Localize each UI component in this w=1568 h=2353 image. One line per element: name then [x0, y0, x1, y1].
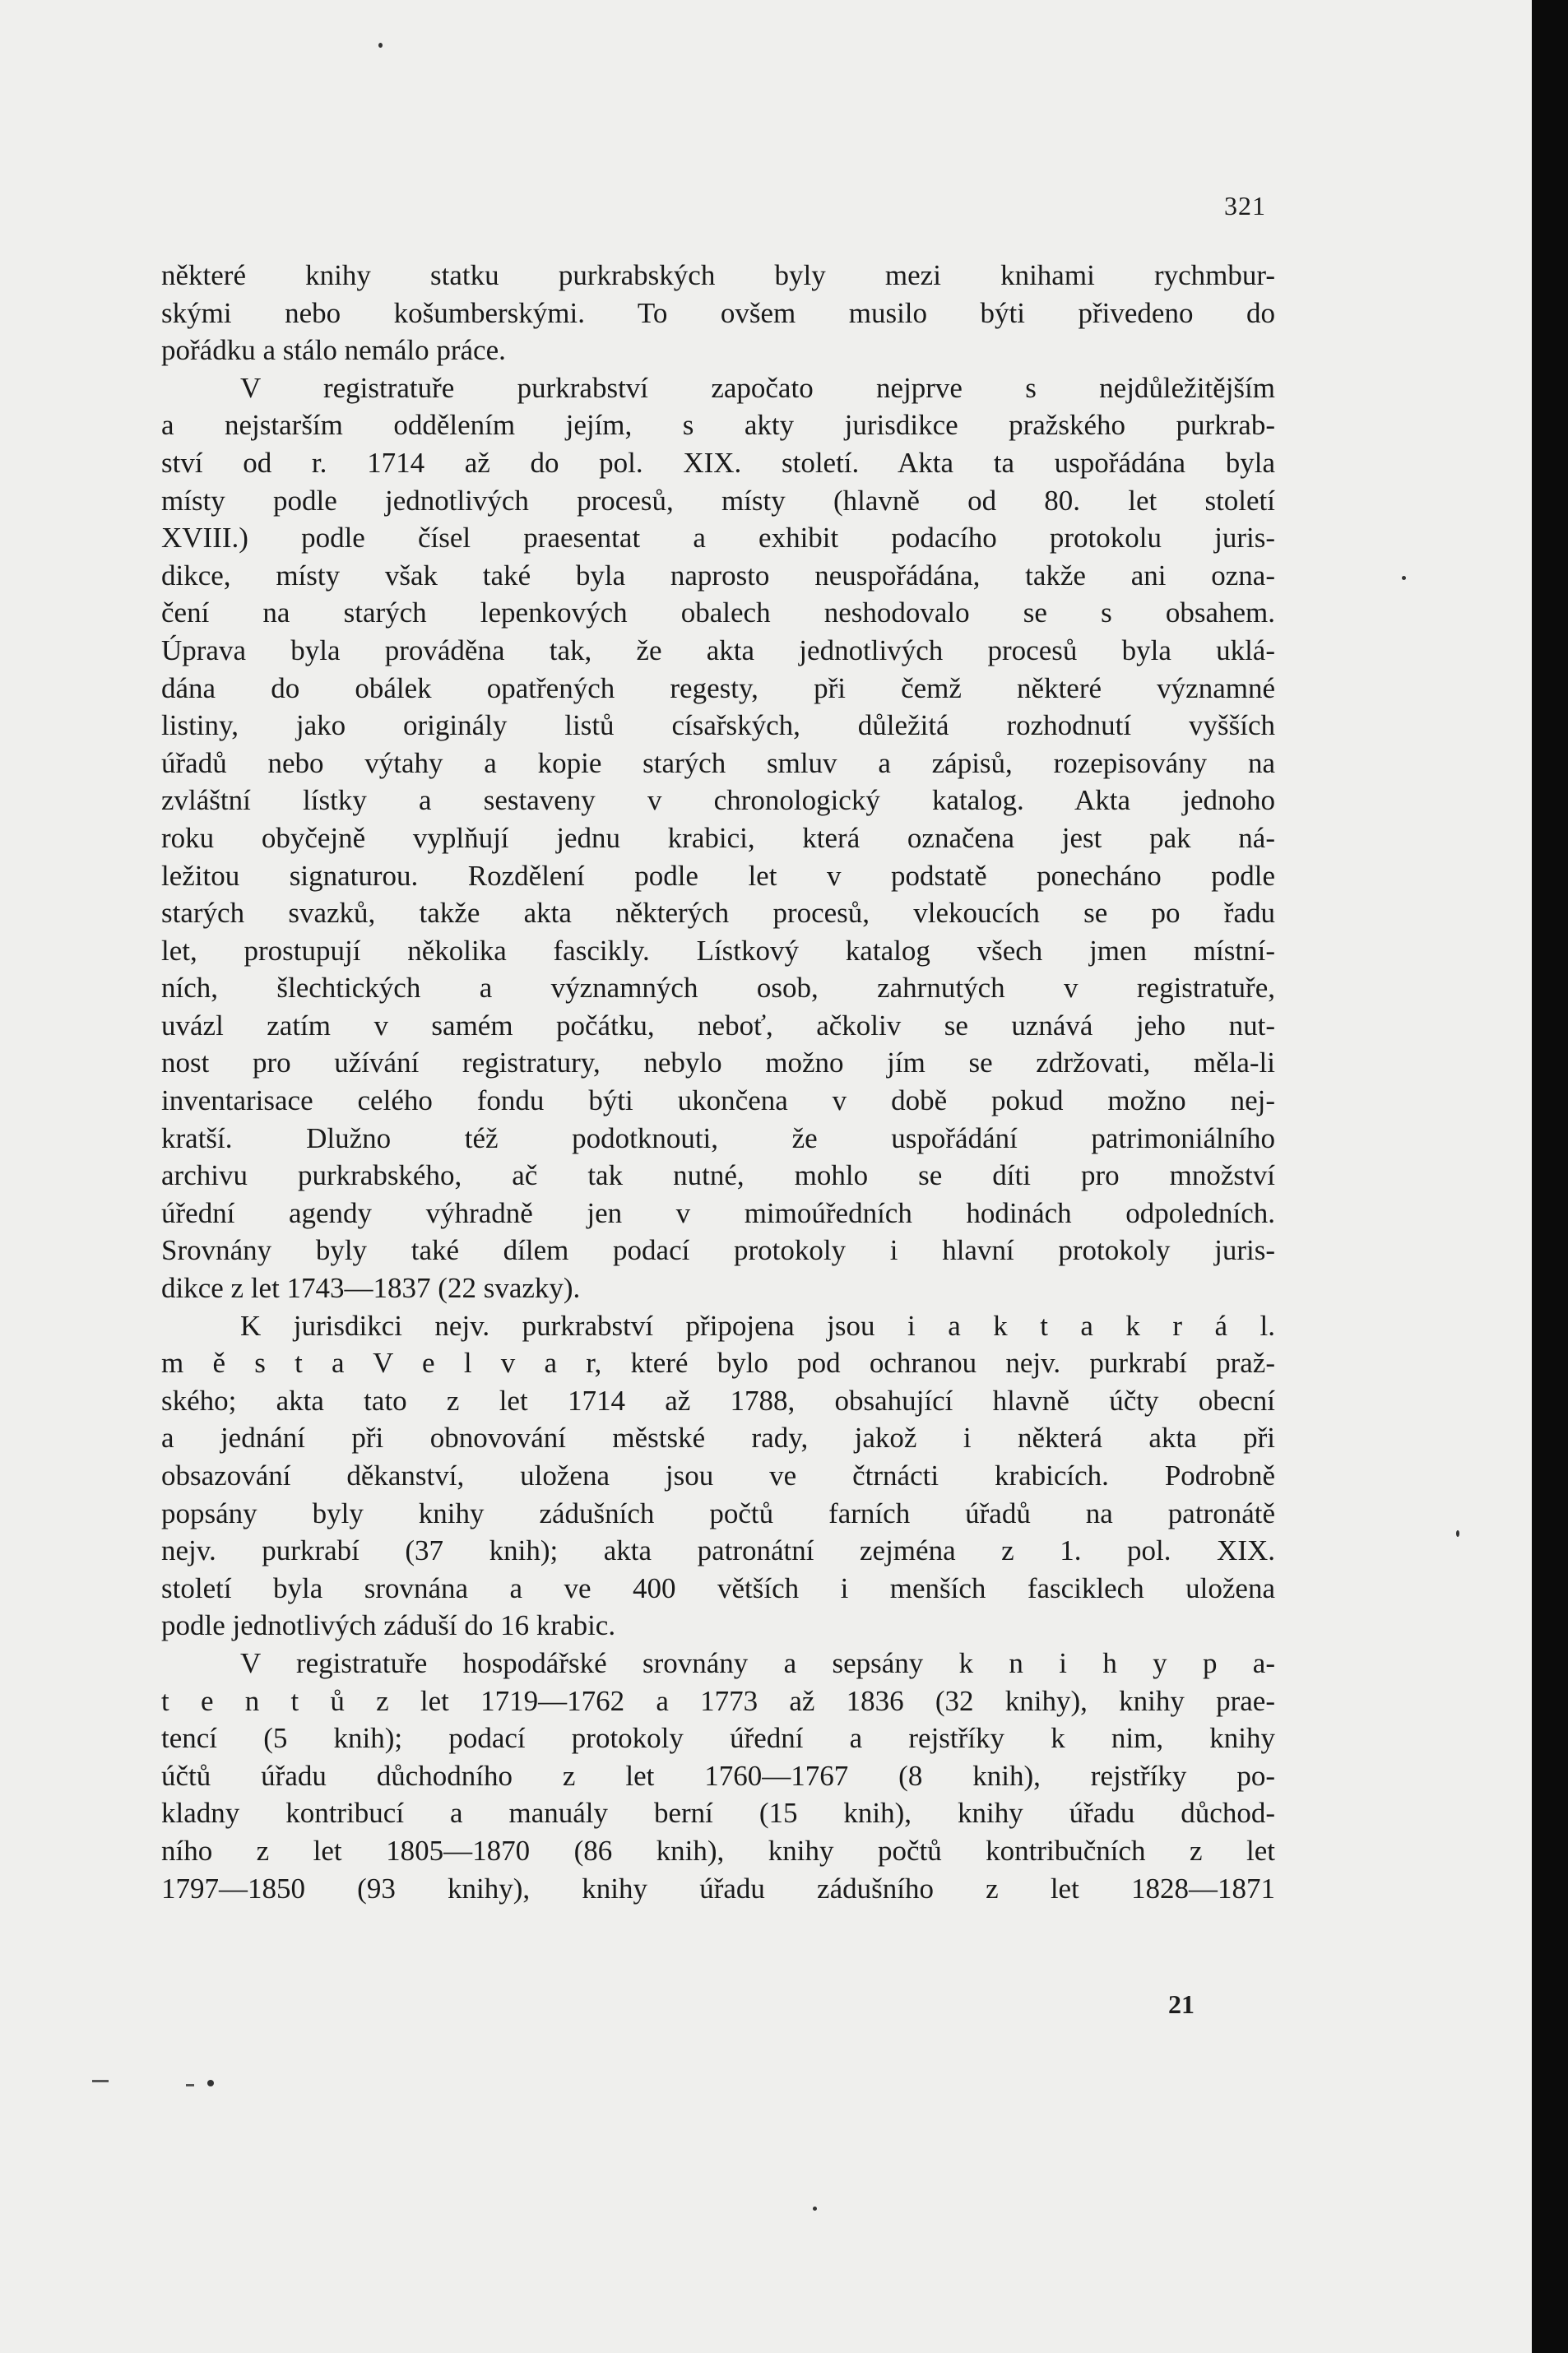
text-line: uvázl zatím v samém počátku, neboť, ačkoliv se uznává jeho nut-	[161, 1009, 1275, 1042]
text-line: zvláštní lístky a sestaveny v chronologický katalog. Akta jednoho	[161, 784, 1275, 817]
scan-speck	[207, 2080, 214, 2086]
scan-speck	[813, 2207, 817, 2211]
text-line: nejv. purkrabí (37 knih); akta patronátní zejména z 1. pol. XIX.	[161, 1534, 1275, 1567]
text-line: pořádku a stálo nemálo práce.	[161, 334, 506, 367]
text-line: úřední agendy výhradně jen v mimoúředních hodinách odpoledních.	[161, 1196, 1275, 1229]
text-line: ležitou signaturou. Rozdělení podle let v podstatě ponecháno podle	[161, 859, 1275, 892]
text-line: 1797—1850 (93 knihy), knihy úřadu zádušního z let 1828—1871	[161, 1872, 1275, 1905]
text-line: ních, šlechtických a významných osob, zahrnutých v registratuře,	[161, 972, 1275, 1005]
text-line: a jednání při obnovování městské rady, jakož i některá akta při	[161, 1422, 1275, 1455]
text-line: ního z let 1805—1870 (86 knih), knihy počtů kontribučních z let	[161, 1834, 1275, 1867]
scan-speck	[1402, 576, 1406, 580]
text-line: K jurisdikci nejv. purkrabství připojena jsou i a k t a k r á l.	[240, 1309, 1275, 1342]
scan-border	[1532, 0, 1568, 2353]
text-line: m ě s t a V e l v a r, které bylo pod ochranou nejv. purkrabí praž-	[161, 1347, 1275, 1380]
text-line: tencí (5 knih); podací protokoly úřední a rejstříky k nim, knihy	[161, 1722, 1275, 1755]
text-line: V registratuře hospodářské srovnány a sepsány k n i h y p a-	[240, 1646, 1275, 1679]
page-number: 321	[1224, 191, 1266, 220]
text-line: podle jednotlivých záduší do 16 krabic.	[161, 1609, 616, 1642]
text-line: Srovnány byly také dílem podací protokoly i hlavní protokoly juris-	[161, 1234, 1275, 1267]
text-line: některé knihy statku purkrabských byly mezi knihami rychmbur-	[161, 259, 1275, 291]
text-line: dikce, místy však také byla naprosto neuspořádána, takže ani ozna-	[161, 559, 1275, 592]
text-line: archivu purkrabského, ač tak nutné, mohlo se díti pro množství	[161, 1159, 1275, 1192]
text-line: kratší. Dlužno též podotknouti, že uspořádání patrimoniálního	[161, 1121, 1275, 1154]
scan-speck	[1456, 1530, 1459, 1537]
text-line: a nejstarším oddělením jejím, s akty jurisdikce pražského purkrab-	[161, 409, 1275, 442]
text-line: Úprava byla prováděna tak, že akta jednotlivých procesů byla uklá-	[161, 634, 1275, 666]
text-line: V registratuře purkrabství započato nejprve s nejdůležitějším	[240, 371, 1275, 404]
text-line: ství od r. 1714 až do pol. XIX. století. Akta ta uspořádána byla	[161, 446, 1275, 479]
text-line: skými nebo košumberskými. To ovšem musilo býti přivedeno do	[161, 296, 1275, 329]
text-line: století byla srovnána a ve 400 větších i menších fasciklech uložena	[161, 1571, 1275, 1604]
text-line: inventarisace celého fondu býti ukončena v době pokud možno nej-	[161, 1084, 1275, 1117]
text-line: let, prostupují několika fascikly. Lístkový katalog všech jmen místní-	[161, 934, 1275, 967]
body-text	[161, 257, 1275, 1907]
text-line: obsazování děkanství, uložena jsou ve čtrnácti krabicích. Podrobně	[161, 1460, 1275, 1492]
text-line: XVIII.) podle čísel praesentat a exhibit podacího protokolu juris-	[161, 522, 1275, 555]
text-line: místy podle jednotlivých procesů, místy (hlavně od 80. let století	[161, 484, 1275, 517]
text-line: ského; akta tato z let 1714 až 1788, obsahující hlavně účty obecní	[161, 1384, 1275, 1417]
text-line: kladny kontribucí a manuály berní (15 knih), knihy úřadu důchod-	[161, 1797, 1275, 1830]
scan-dash	[186, 2084, 194, 2086]
text-line: dikce z let 1743—1837 (22 svazky).	[161, 1272, 581, 1305]
text-line: popsány byly knihy zádušních počtů farních úřadů na patronátě	[161, 1497, 1275, 1529]
scan-speck	[378, 43, 383, 48]
signature-mark: 21	[1168, 1989, 1195, 2019]
text-line: roku obyčejně vyplňují jednu krabici, která označena jest pak ná-	[161, 821, 1275, 854]
scan-dash	[92, 2080, 109, 2082]
text-line: účtů úřadu důchodního z let 1760—1767 (8 knih), rejstříky po-	[161, 1759, 1275, 1792]
text-line: listiny, jako originály listů císařských, důležitá rozhodnutí vyšších	[161, 709, 1275, 742]
text-line: starých svazků, takže akta některých procesů, vlekoucích se po řadu	[161, 897, 1275, 930]
text-line: dána do obálek opatřených regesty, při čemž některé významné	[161, 671, 1275, 704]
text-line: úřadů nebo výtahy a kopie starých smluv a zápisů, rozepisovány na	[161, 746, 1275, 779]
text-line: nost pro užívání registratury, nebylo možno jím se zdržovati, měla-li	[161, 1047, 1275, 1079]
text-line: čení na starých lepenkových obalech neshodovalo se s obsahem.	[161, 596, 1275, 629]
text-line: t e n t ů z let 1719—1762 a 1773 až 1836 (32 knihy), knihy prae-	[161, 1684, 1275, 1717]
